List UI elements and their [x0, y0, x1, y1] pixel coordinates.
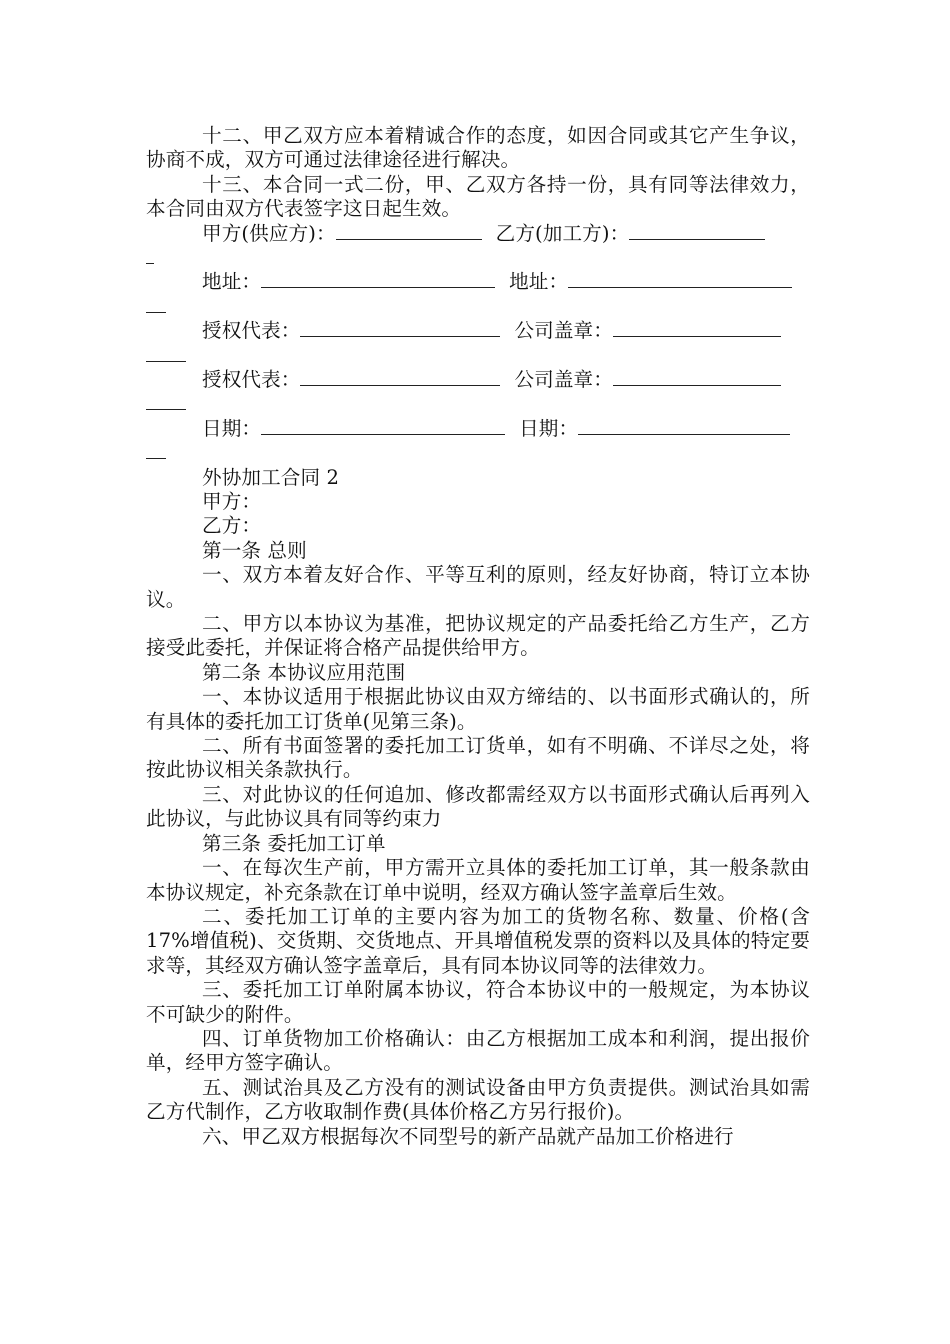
seal-1-label: 公司盖章：: [514, 319, 613, 343]
article-1-paragraph-2: 二、甲方以本协议为基准，把协议规定的产品委托给乙方生产，乙方接受此委托，并保证将合格产品提供给甲方。: [146, 612, 810, 660]
date-b-blank: [578, 417, 790, 435]
article-1-heading: 第一条 总则: [202, 538, 307, 562]
address-b-blank: [568, 270, 792, 288]
rep-1-blank: [300, 319, 500, 337]
contract-2-title: 外协加工合同 2: [202, 465, 340, 489]
article-3-paragraph-2: 二、委托加工订单的主要内容为加工的货物名称、数量、价格(含 17%增值税)、交货期、交货地点、开具增值税发票的资料以及具体的特定要求等，其经双方确认签字盖章后，具有同本协议同等的法律效力。: [146, 904, 810, 977]
date-a-blank: [261, 417, 505, 435]
article-3-paragraph-5: 五、测试治具及乙方没有的测试设备由甲方负责提供。测试治具如需乙方代制作，乙方收取制作费(具体价格乙方另行报价)。: [146, 1075, 810, 1124]
address-b-label: 地址：: [509, 270, 569, 294]
signature-tail-4: [146, 392, 810, 416]
signature-tail-3: [146, 344, 810, 368]
signature-tail-2: [146, 295, 810, 319]
address-a-blank: [261, 270, 495, 288]
party-a-blank: [336, 222, 482, 240]
date-b-label: 日期：: [519, 416, 579, 440]
article-2-heading: 第二条 本协议应用范围: [202, 660, 406, 684]
article-1-paragraph-1: 一、双方本着友好合作、平等互利的原则，经友好协商，特订立本协议。: [146, 563, 810, 611]
clause-12: 十二、甲乙双方应本着精诚合作的态度，如因合同或其它产生争议，协商不成，双方可通过法律途径进行解决。: [146, 124, 810, 172]
signature-row-rep-1: [146, 319, 810, 343]
article-3-paragraph-3: 三、委托加工订单附属本协议，符合本协议中的一般规定，为本协议不可缺少的附件。: [146, 978, 810, 1026]
article-2-paragraph-3: 三、对此协议的任何追加、修改都需经双方以书面形式确认后再列入此协议，与此协议具有同等约束力: [146, 782, 810, 831]
document-body: [146, 124, 810, 1149]
contract-2-party-a: 甲方：: [202, 490, 262, 514]
seal-2-blank: [613, 368, 781, 386]
article-3-paragraph-4: 四、订单货物加工价格确认：由乙方根据加工成本和利润，提出报价单，经甲方签字确认。: [146, 1026, 810, 1075]
address-a-label: 地址：: [202, 270, 262, 294]
signature-row-rep-2: [146, 368, 810, 392]
rep-1-label: 授权代表：: [202, 319, 301, 343]
seal-2-label: 公司盖章：: [514, 368, 613, 392]
article-3-paragraph-1: 一、在每次生产前，甲方需开立具体的委托加工订单，其一般条款由本协议规定，补充条款在订单中说明，经双方确认签字盖章后生效。: [146, 856, 810, 904]
signature-row-parties: [146, 222, 810, 246]
party-b-label: 乙方(加工方)：: [495, 221, 630, 245]
signature-row-address: [146, 270, 810, 294]
clause-13: 十三、本合同一式二份，甲、乙双方各持一份，具有同等法律效力，本合同由双方代表签字这日起生效。: [146, 172, 810, 221]
article-2-paragraph-2: 二、所有书面签署的委托加工订货单，如有不明确、不详尽之处，将按此协议相关条款执行。: [146, 734, 810, 782]
rep-2-blank: [300, 368, 500, 386]
rep-2-label: 授权代表：: [202, 368, 301, 392]
article-2-paragraph-1: 一、本协议适用于根据此协议由双方缔结的、以书面形式确认的，所有具体的委托加工订货单(见第三条)。: [146, 685, 810, 733]
signature-tail-1: [146, 246, 810, 270]
signature-row-date: [146, 417, 810, 441]
signature-tail-5: [146, 441, 810, 465]
article-3-heading: 第三条 委托加工订单: [202, 831, 386, 855]
article-3-paragraph-6: 六、甲乙双方根据每次不同型号的新产品就产品加工价格进行: [202, 1124, 734, 1148]
contract-2-party-b: 乙方：: [202, 514, 262, 538]
party-b-blank: [629, 222, 765, 240]
party-a-label: 甲方(供应方)：: [202, 221, 336, 245]
date-a-label: 日期：: [202, 416, 262, 440]
seal-1-blank: [613, 319, 781, 337]
